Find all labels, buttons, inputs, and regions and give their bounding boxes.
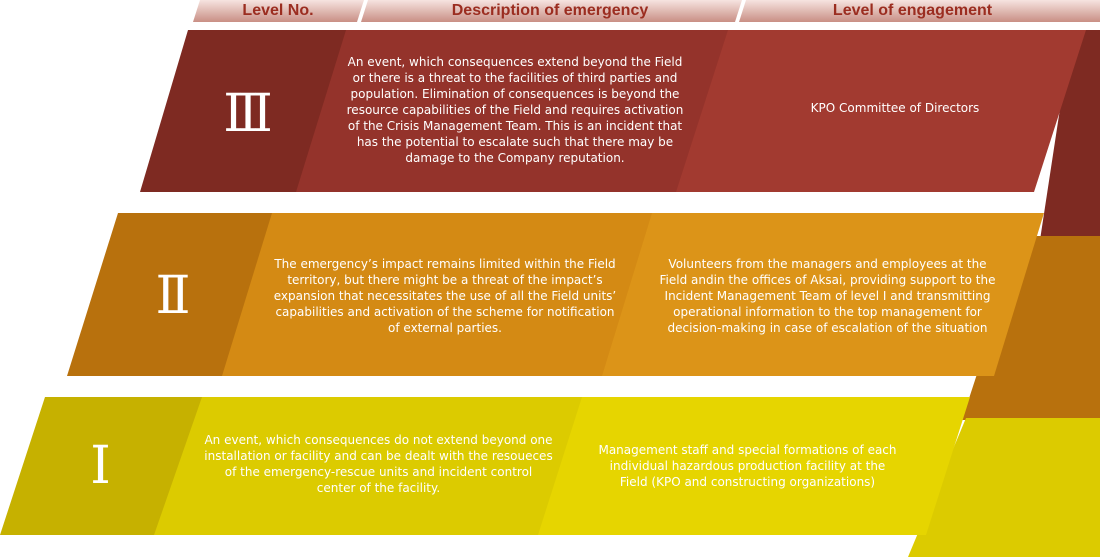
- header-level-no: Level No.: [242, 2, 314, 19]
- level2-description: The emergency’s impact remains limited within the Field territory, but there might be a threat of the impact’s expansion that necessitates the use of all the Field units’ capabilities and activation of the scheme for notification of external parties.: [273, 257, 617, 335]
- level1-numeral: I: [90, 436, 105, 496]
- level3-engagement: KPO Committee of Directors: [810, 101, 980, 115]
- level2-numeral: II: [155, 266, 185, 326]
- level3-numeral: III: [223, 84, 267, 144]
- level1-description: An event, which consequences do not extend beyond one installation or facility and can be dealt with the resoueces of the emergency-rescue units and incident control center of the facility.: [204, 433, 553, 495]
- level3-description: An event, which consequences extend beyond the Field or there is a threat to the facilities of third parties and population. Elimination of consequences is beyond the resource capabilities of the Field and requires activation of the Crisis Management Team. This is an incident that has the potential to escalate such that there may be damage to the Company reputation.: [346, 55, 684, 165]
- level1-engagement: Management staff and special formations of each individual hazardous production facility at the Field (KPO and constructing organizations): [598, 443, 897, 489]
- header-engagement: Level of engagement: [832, 2, 993, 19]
- header-description: Description of emergency: [451, 2, 649, 19]
- level2-engagement: Volunteers from the managers and employees at the Field andin the offices of Aksai, providing support to the Incident Management Team of level I and transmitting operational information to the top management for decision-making in case of escalation of the situation: [659, 257, 996, 335]
